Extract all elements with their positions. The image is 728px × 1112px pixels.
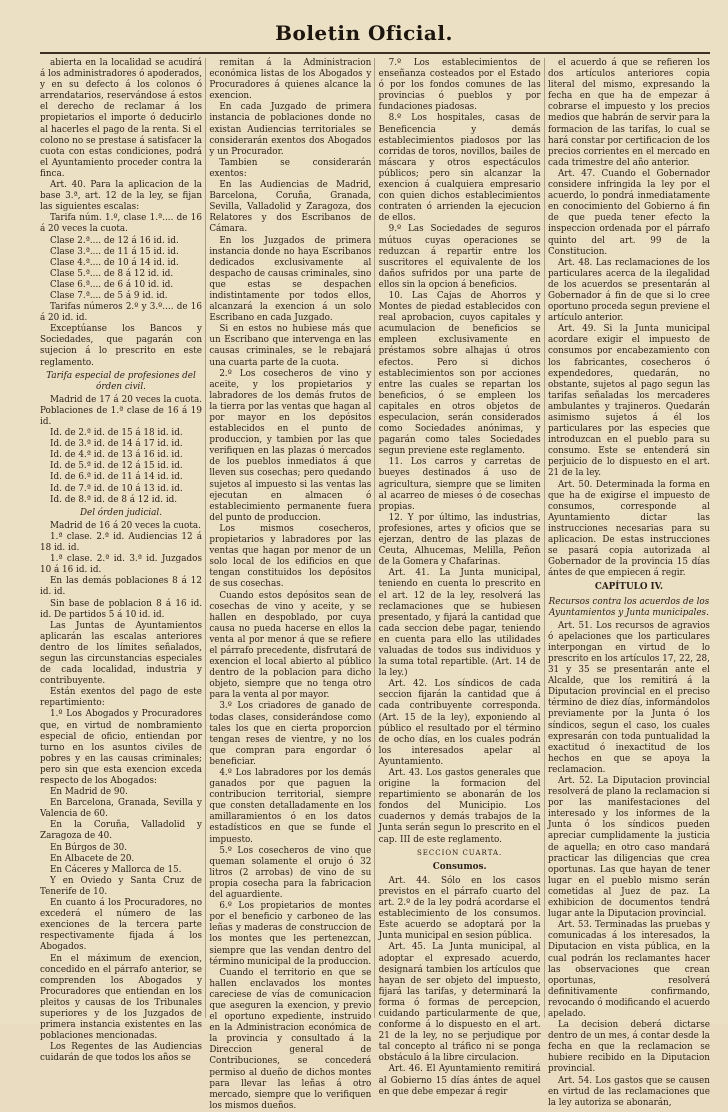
col4-paragraph: La decision deberá dictarse dentro de un mes, á contar desde la fecha en que la reclamacion se hubiere recibido en la Diputacion provincial.	[547, 1020, 710, 1075]
header-rule	[40, 52, 710, 54]
page-header	[0, 18, 728, 48]
col4-paragraph: Art. 52. La Diputacion provincial resolverá de plano la reclamacion si por las manifestaciones del interesado y los informes de la Junta ó los síndicos pueden apreciar cumplidamente la justicia de aquella; en otro caso mandará practicar las diligencias que crea oportunas. Las que hayan de tener lugar en el pueblo mismo serán cometidas al Juez de paz. La exhibicion de documentos tendrá lugar ante la Diputacion provincial.	[547, 776, 710, 920]
col4-paragraph: Art. 50. Determinada la forma en que ha de exigirse el impuesto de consumos, corresponde al Ayuntamiento dictar las instrucciones necesarias para su aplicacion. De estas instrucciones se pasará copia autorizada al Gobernador de la provincia 15 días ántes de que empiecen á regir.	[547, 479, 710, 579]
col3-paragraph: 10. Las Cajas de Ahorros y Montes de piedad establecidos con real aprobacion, cuyos capitales y acumulacion de beneficios se empleen exclusivamente en préstamos sobre alhajas ú otros efectos. Pero si dichos establecimientos son por acciones entre las cuales se repartan los beneficios, ó se empleen los capitales en otros objetos de especulacion, serán considerados como Sociedades anónimas, y pagarán como tales Sociedades segun previene este reglamento.	[378, 290, 541, 457]
col1-paragraph: En el máximum de exencion, concedido en el párrafo anterior, se comprenden los Abogados y Procuradores que entiendan en los pleitos y causas de los Tribunales superiores y de los Juzgados de primera instancia existentes en las poblaciones mencionadas.	[40, 953, 202, 1042]
col1-paragraph: Art. 40. Para la aplicacion de la base 3.ª, art. 12 de la ley, se fijan las siguientes escalas:	[40, 180, 202, 213]
col3-paragraph: 9.º Las Sociedades de seguros mútuos cuyas operaciones se reduzcan á repartir entre los suscritores el equivalente de los daños sufridos por una parte de ellos sin la opcion á beneficios.	[378, 224, 541, 290]
col3-paragraph: 7.º Los establecimientos de enseñanza costeados por el Estado ó por los fondos comunes de las provincias ó pueblos y por fundaciones piadosas.	[378, 58, 541, 113]
col2-paragraph: En cada Juzgado de primera instancia de poblaciones donde no existan Audiencias territoriales se considerarán exentos dos Abogados y un Procurador.	[209, 102, 372, 157]
col2-paragraph: remitan á la Administracion económica listas de los Abogados y Procuradores á quienes alcance la exencion.	[209, 58, 372, 102]
col2-paragraph: Si en estos no hubiese más que un Escribano que intervenga en las causas criminales, se le rebajará una cuarta parte de la cuota.	[209, 324, 372, 368]
col1-paragraph: Id. de 4.ª id. de 13 á 16 id. id.	[50, 450, 183, 461]
col1-paragraph: abierta en la localidad se acudirá á los administradores ó apoderados, y en su defecto á los colonos ó arrendatarios, reservándose á estos el derecho de reclamar á los propietarios el importe ó deducirlo al hacerles el pago de la renta. Si el colono no se prestase á satisfacer la cuota con estas condiciones, podrá el Ayuntamiento proceder contra la finca.	[40, 58, 202, 179]
col1-paragraph: Clase 4.ª.... de 10 á 14 id. id.	[50, 257, 179, 268]
col1-paragraph: Clase 5.ª.... de 8 á 12 id. id.	[50, 268, 174, 279]
col1-paragraph: 1.ª clase. 2.ª id. Audiencias 12 á 18 id. id.	[40, 531, 202, 554]
col1-paragraph: Los Regentes de las Audiencias cuidarán de que todos los años se	[40, 1042, 202, 1064]
col3-paragraph: Art. 46. El Ayuntamiento remitirá al Gobierno 15 días ántes de aquel en que debe empezar á regir	[378, 1064, 541, 1097]
col4-paragraph: Art. 51. Los recursos de agravios ó apelaciones que los particulares interpongan en virtud de lo prescrito en los artículos 17, 22, 28, 31 y 35 se presentarán ante el Alcalde, que los remitirá á la Diputacion provincial en el preciso término de diez días, informándolos previamente por la Junta ó los síndicos, segun el caso, los cuales expresarán con toda puntualidad la exactitud ó inexactitud de los hechos en que se apoya la reclamacion.	[547, 620, 710, 775]
col1-paragraph: Madrid de 16 á 20 veces la cuota.	[50, 520, 201, 531]
col2-paragraph: 3.º Los criadores de ganado de todas clases, considerándose como tales los que en cierta proporcion tengan reses de vientre, y no los que compran para engordar ó beneficiar.	[209, 701, 372, 767]
col3-paragraph: Art. 45. La Junta municipal, al adoptar el expresado acuerdo, designará tambien los artículos que hayan de ser objeto del impuesto, fijará las tarifas, y determinará la forma ó formas de percepcion, cuidando particularmente de que, conforme á lo dispuesto en el art. 21 de la ley, no se perjudique por tal concepto al tráfico ni se ponga obstáculo á la libre circulacion.	[378, 942, 541, 1064]
col3-paragraph: 11. Los carros y carretas de bueyes destinados á uso de agricultura, siempre que se limiten al acarreo de mieses ó de cosechas propias.	[378, 457, 541, 512]
col1-paragraph: Exceptúanse los Bancos y Sociedades, que pagarán con sujecion á lo prescrito en este reglamento.	[40, 324, 202, 368]
col3-paragraph: SECCION CUARTA.	[416, 848, 503, 857]
col2-paragraph: Los mismos cosecheros, propietarios y labradores por las ventas que hagan por menor de un solo local de los edificios en que tengan constituidos los depósitos de sus cosechas.	[209, 523, 372, 590]
col1-paragraph: Y en Oviedo y Santa Cruz de Tenerife de 10.	[40, 875, 202, 897]
col4-paragraph: Art. 53. Terminadas las pruebas y comunicadas á los interesados, la Diputacion en vista pública, en la cual podrán los reclamantes hacer las observaciones que crean oportunas, resolverá definitivamente confirmando, revocando ó modificando el acuerdo apelado.	[547, 920, 710, 1019]
col2-paragraph: 5.º Los cosecheros de vino que queman solamente el orujo ó 32 litros (2 arrobas) de vino de su propia cosecha para la fabricacion del aguardiente.	[209, 845, 372, 901]
col1-paragraph: En Madrid de 90.	[50, 787, 128, 798]
col4-paragraph: Art. 48. Las reclamaciones de los particulares acerca de la ilegalidad de los acuerdos se presentarán al Gobernador á fin de que si lo cree oportuno proceda segun previene el artículo anterior.	[547, 257, 710, 324]
col4-paragraph: Art. 54. Los gastos que se causen en virtud de las reclamaciones que la ley autoriza se abonarán,	[547, 1075, 710, 1108]
col1-paragraph: Id. de 3.ª id. de 14 á 17 id. id.	[50, 439, 183, 450]
col1-paragraph: Tarifa núm. 1.º, clase 1.ª.... de 16 á 20 veces la cuota.	[40, 213, 202, 235]
col4-paragraph: el acuerdo á que se refieren los dos artículos anteriores copia literal del mismo, expresando la fecha en que ha de empezar á cobrarse el impuesto y los precios medios que habrán de servir para la formacion de las tarifas, lo cual se hará constar por certificacion de los precios corrientes en el mercado en cada trimestre del año anterior.	[547, 58, 710, 168]
col2-paragraph: Tambien se considerarán exentos:	[209, 157, 372, 179]
col3-paragraph: 8.º Los hospitales, casas de Beneficencia y demás establecimientos piadosos por las corridas de toros, novillos, bailes de máscara y otros espectáculos públicos; pero sin alcanzar la exencion á cualquiera empresario con quien dichos establecimientos contraten ó arrienden la ejecucion de ellos.	[378, 113, 541, 224]
column-divider	[544, 58, 545, 1018]
col1-paragraph: En Albacete de 20.	[50, 853, 135, 864]
column-1	[40, 58, 202, 1064]
col1-paragraph: 1.º Los Abogados y Procuradores que, en virtud de nombramiento especial de oficio, entiendan por turno en los asuntos civiles de pobres y en las causas criminales; pero sin que esta exencion exceda respecto de los Abogados:	[40, 709, 202, 786]
col1-paragraph: Tarifas números 2.º y 3.º.... de 16 á 20 id. id.	[40, 302, 202, 324]
col1-paragraph: Clase 3.ª.... de 11 á 15 id. id.	[50, 246, 179, 257]
col1-paragraph: Clase 6.ª.... de 6 á 10 id. id.	[50, 279, 174, 290]
col1-paragraph: En Barcelona, Granada, Sevilla y Valencia de 60.	[40, 798, 202, 820]
col2-paragraph: Cuando el territorio en que se hallen enclavados los montes careciese de vías de comunicacion que aseguren la exencion, y previo el oportuno expediente, instruido en la Administracion económica de la provincia y consultado á la Direccion general de Contribuciones, se concederá permiso al dueño de dichos montes para llevar las leñas á otro mercado, siempre que lo verifiquen los mismos dueños.	[209, 967, 372, 1111]
column-divider	[374, 58, 375, 1018]
col1-paragraph: En las demás poblaciones 8 á 12 id. id.	[40, 576, 202, 598]
col2-paragraph: En los Juzgados de primera instancia donde no haya Escribanos dedicados exclusivamente al despacho de causas criminales, sino que estas se despachen indistintamente por todos ellos, alcanzará la exencion á un solo Escribano en cada Juzgado.	[209, 235, 372, 324]
col2-paragraph: Cuando estos depósitos sean de cosechas de vino y aceite, y se hallen en despoblado, por cuya causa no pueda hacerse en ellos la venta al por menor á que se refiere el párrafo precedente, disfrutará de exencion el local abierto al público dentro de la poblacion para dicho objeto, siempre que no tenga otro para la venta al por mayor.	[209, 590, 372, 701]
col3-paragraph: Art. 42. Los síndicos de cada seccion fijarán la cantidad que á cada contribuyente corresponda. (Art. 15 de la ley), exponiendo al público el resultado por el término de ocho días, en los cuales podrán los interesados apelar al Ayuntamiento.	[378, 679, 541, 767]
col3-paragraph: Art. 44. Sólo en los casos previstos en el párrafo cuarto del art. 2.º de la ley podrá acordarse el establecimiento de los consumos. Este acuerdo se adoptará por la Junta municipal en sesion pública.	[378, 875, 541, 942]
col3-paragraph: Art. 41. La Junta municipal, teniendo en cuenta lo prescrito en el art. 12 de la ley, resolverá las reclamaciones que se hubiesen presentado, y fijará la cantidad que cada seccion debe pagar, teniendo en cuenta para ello las utilidades valuadas de todos sus individuos y la suma total repartible. (Art. 14 de la ley.)	[378, 568, 541, 679]
col4-paragraph: Recursos contra los acuerdos de los Ayuntamientos y Junta municipales.	[548, 596, 710, 618]
col1-paragraph: Id. de 5.ª id. de 12 á 15 id. id.	[50, 461, 183, 472]
col4-paragraph: Art. 47. Cuando el Gobernador considere infringida la ley por el acuerdo, lo pondrá inmediatamente en conocimiento del Gobierno á fin de que pueda tener efecto la inspeccion ordenada por el párrafo quinto del art. 99 de la Constitucion.	[547, 168, 710, 257]
col1-paragraph: En la Coruña, Valladolid y Zaragoza de 40.	[40, 820, 202, 842]
column-divider	[205, 58, 206, 1018]
col1-paragraph: Clase 2.ª.... de 12 á 16 id. id.	[50, 235, 179, 246]
col1-paragraph: 1.ª clase. 2.ª id. 3.ª id. Juzgados 10 á 16 id. id.	[40, 554, 202, 576]
columns	[40, 58, 710, 1111]
col3-paragraph: 12. Y por último, las industrias, profesiones, artes y oficios que se ejerzan, dentro de las plazas de Ceuta, Alhucemas, Melilla, Peñon de la Gomera y Chafarinas.	[378, 512, 541, 568]
col2-paragraph: 2.º Los cosecheros de vino y aceite, y los propietarios y labradores de los demás frutos de la tierra por las ventas que hagan al por mayor en los depósitos establecidos en el punto de produccion, y tambien por las que verifiquen en las plazas ó mercados de los pueblos inmediatos á que lleven sus cosechas; pero quedando sujetos al impuesto si las ventas las ejecutan en almacen ó establecimiento permanente fuera del punto de produccion.	[209, 368, 372, 523]
col2-paragraph: 6.º Los propietarios de montes por el beneficio y carboneo de las leñas y maderas de construccion de los montes que les pertenezcan, siempre que las vendan dentro del término municipal de la produccion.	[209, 901, 372, 967]
col1-paragraph: Id. de 8.ª id. de 8 á 12 id. id.	[50, 494, 178, 505]
column-2	[209, 58, 372, 1111]
page-title: Boletin Oficial.	[275, 21, 453, 45]
col1-paragraph: Tarifa especial de profesiones del órden civil.	[46, 370, 196, 392]
col3-paragraph: Consumos.	[432, 861, 487, 872]
col4-paragraph: Art. 49. Si la Junta municipal acordare exigir el impuesto de consumos por encabezamiento con los fabricantes, cosecheros ó expendedores, quedarán, no obstante, sujetos al pago segun las tarifas señaladas los mercaderes ambulantes y trajineros. Quedarán asimismo sujetos á él los particulares por las especies que introduzcan en el pueblo para su consumo. Este se entenderá sin perjuicio de lo dispuesto en el art. 21 de la ley.	[547, 324, 710, 479]
column-4	[547, 58, 710, 1108]
col1-paragraph: Del órden judicial.	[79, 507, 163, 518]
col1-paragraph: Clase 7.ª.... de 5 á 9 id. id.	[50, 290, 168, 301]
col1-paragraph: En cuanto á los Procuradores, no excederá el número de las exenciones de la tercera parte respectivamente fijada á los Abogados.	[40, 898, 202, 953]
col1-paragraph: En Búrgos de 30.	[50, 842, 128, 853]
col1-paragraph: Están exentos del pago de este repartimiento:	[40, 687, 202, 709]
col2-paragraph: En las Audiencias de Madrid, Barcelona, Coruña, Granada, Sevilla, Valladolid y Zaragoza, dos Relatores y dos Escribanos de Cámara.	[209, 180, 372, 235]
column-3	[378, 58, 541, 1097]
col1-paragraph: En Cáceres y Mallorca de 15.	[50, 864, 182, 875]
col1-paragraph: Id. de 6.ª id. de 11 á 14 id. id.	[50, 472, 183, 483]
col1-paragraph: Id. de 2.ª id. de 15 á 18 id. id.	[50, 428, 183, 439]
col2-paragraph: 4.º Los labradores por los demás ganados por que paguen la contribucion territorial, siempre que consten detalladamente en los amillaramientos ó en los datos estadísticos en que se funde el impuesto.	[209, 768, 372, 845]
col4-paragraph: CAPÍTULO IV.	[594, 582, 664, 593]
col3-paragraph: Art. 43. Los gastos generales que origine la formacion del repartimiento se abonarán de los fondos del Municipio. Los cuadernos y demás trabajos de la Junta serán segun lo prescrito en el cap. III de este reglamento.	[378, 768, 541, 845]
col1-paragraph: Las Juntas de Ayuntamientos aplicarán las escalas anteriores dentro de los límites señalados, segun las circunstancias especiales de cada localidad, industria y contribuyente.	[40, 620, 202, 687]
col1-paragraph: Madrid de 17 á 20 veces la cuota. Poblaciones de 1.ª clase de 16 á 19 id.	[40, 394, 202, 427]
col1-paragraph: Id. de 7.ª id. de 10 á 13 id. id.	[50, 483, 183, 494]
col1-paragraph: Sin base de poblacion 8 á 16 id. id. De partidos 5 á 10 id. id.	[40, 598, 202, 620]
